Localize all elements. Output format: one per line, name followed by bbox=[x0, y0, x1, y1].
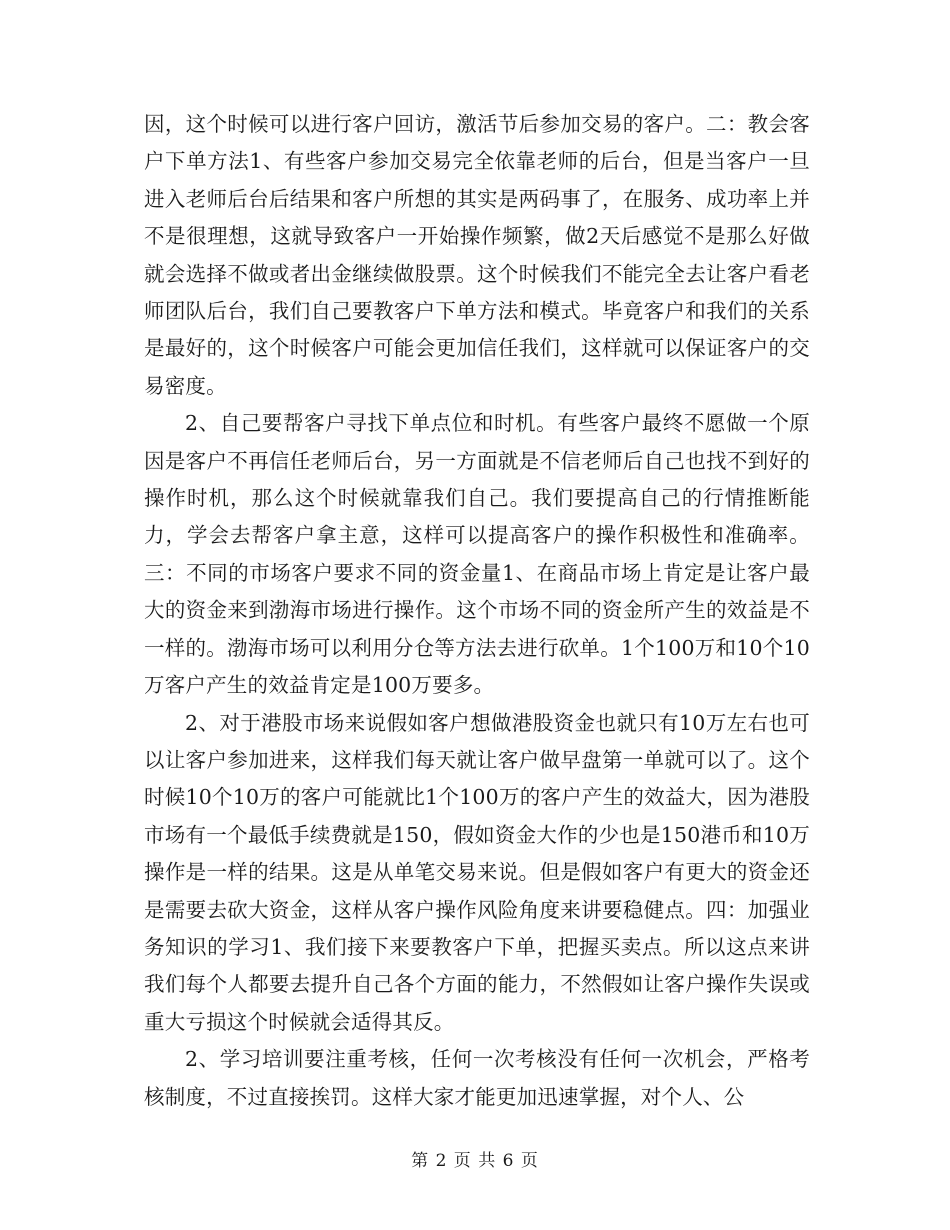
paragraph-2: 2、自己要帮客户寻找下单点位和时机。有些客户最终不愿做一个原因是客户不再信任老师后台，另一方面就是不信老师后自己也找不到好的操作时机，那么这个时候就靠我们自己。我们要提高自己的行情推断能力，学会去帮客户拿主意，这样可以提高客户的操作积极性和准确率。三：不同的市场客户要求不同的资金量1、在商品市场上肯定是让客户最大的资金来到渤海市场进行操作。这个市场不同的资金所产生的效益是不一样的。渤海市场可以利用分仓等方法去进行砍单。1个100万和10个10万客户产生的效益肯定是100万要多。 bbox=[144, 411, 810, 698]
document-body bbox=[144, 106, 810, 1116]
paragraph-3: 2、对于港股市场来说假如客户想做港股资金也就只有10万左右也可以让客户参加进来，这样我们每天就让客户做早盘第一单就可以了。这个时候10个10万的客户可能就比1个100万的客户产生的效益大，因为港股市场有一个最低手续费就是150，假如资金大作的少也是150港币和10万操作是一样的结果。这是从单笔交易来说。但是假如客户有更大的资金还是需要去砍大资金，这样从客户操作风险角度来讲要稳健点。四：加强业务知识的学习1、我们接下来要教客户下单，把握买卖点。所以这点来讲我们每个人都要去提升自己各个方面的能力，不然假如让客户操作失误或重大亏损这个时候就会适得其反。 bbox=[144, 710, 810, 1034]
page-number-footer: 第 2 页 共 6 页 bbox=[411, 1151, 539, 1171]
paragraph-4: 2、学习培训要注重考核，任何一次考核没有任何一次机会，严格考核制度，不过直接挨罚。这样大家才能更加迅速掌握，对个人、公 bbox=[144, 1047, 810, 1109]
paragraph-1: 因，这个时候可以进行客户回访，激活节后参加交易的客户。二：教会客户下单方法1、有些客户参加交易完全依靠老师的后台，但是当客户一旦进入老师后台后结果和客户所想的其实是两码事了，在服务、成功率上并不是很理想，这就导致客户一开始操作频繁，做2天后感觉不是那么好做就会选择不做或者出金继续做股票。这个时候我们不能完全去让客户看老师团队后台，我们自己要教客户下单方法和模式。毕竟客户和我们的关系是最好的，这个时候客户可能会更加信任我们，这样就可以保证客户的交易密度。 bbox=[144, 112, 810, 398]
